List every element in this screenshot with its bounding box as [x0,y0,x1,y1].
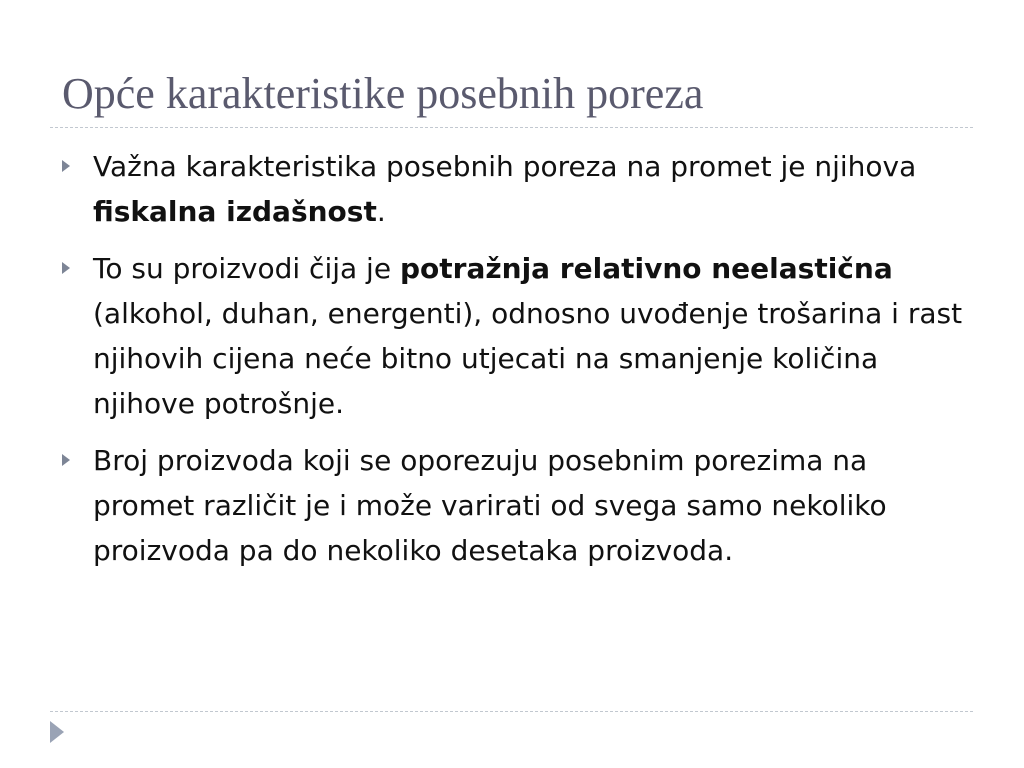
triangle-right-icon [62,262,70,274]
bullet-item [62,246,972,426]
play-arrow-icon[interactable] [50,721,64,743]
bullet-text-end: (alkohol, duhan, energenti), odnosno uvođenje trošarina i rast njihovih cijena neće bitno utjecati na smanjenje količina njihove potrošnje. [93,297,963,420]
footer-divider [50,711,973,712]
bullet-text: Važna karakteristika posebnih poreza na promet je njihova [93,150,917,183]
bullet-emphasis: fiskalna izdašnost [93,195,377,228]
triangle-right-icon [62,454,70,466]
bullet-item [62,144,972,234]
bullet-text-end: . [376,195,386,228]
bullet-item [62,438,972,573]
triangle-right-icon [62,160,70,172]
title-divider [50,127,973,128]
bullet-list [62,144,972,585]
bullet-emphasis: potražnja relativno neelastična [399,252,893,285]
bullet-text: Broj proizvoda koji se oporezuju posebnim porezima na promet različit je i može varirati od svega samo nekoliko proizvoda pa do nekoliko desetaka proizvoda. [93,444,887,567]
slide-title: Opće karakteristike posebnih poreza [62,69,704,118]
bullet-text: To su proizvodi čija je [93,252,400,285]
